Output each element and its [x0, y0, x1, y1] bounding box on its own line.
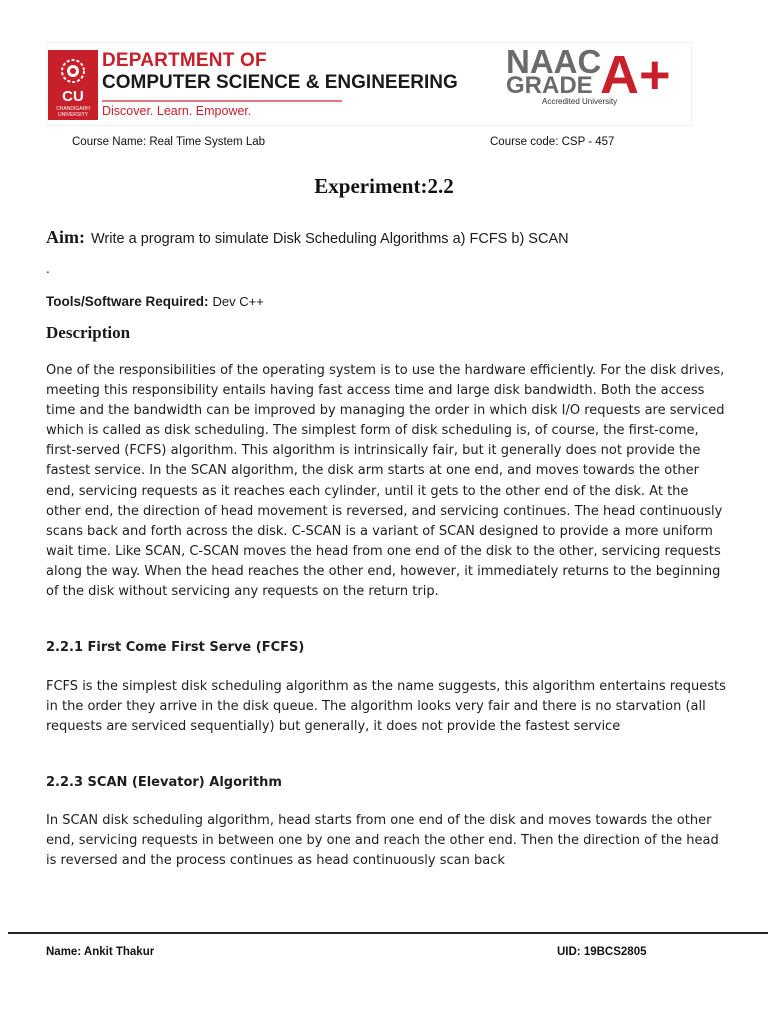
gear-emblem-icon: [58, 56, 88, 86]
description-paragraph: One of the responsibilities of the operating system is to use the hardware efficiently. For the disk drives, meeting this responsibility entails having fast access time and large disk bandwidth. Both the access time and the bandwidth can be improved by managing the order in which disk I/O requests are serviced which is called as disk scheduling. The simplest form of disk scheduling is, of course, the first-come, first-served (FCFS) algorithm. This algorithm is intrinsically fair, but it generally does not provide the fastest service. In the SCAN algorithm, the disk arm starts at one end, and moves towards the other end, servicing requests as it reaches each cylinder, until it gets to the other end of the disk. At the other end, the direction of head movement is reversed, and servicing continues. The head continuously scans back and forth across the disk. C-SCAN is a variant of SCAN designed to provide a more uniform wait time. Like SCAN, C-SCAN moves the head from one end of the disk to the other, servicing requests along the way. When the head reaches the other end, however, it immediately returns to the beginning of the disk without servicing any requests on the return trip.: [46, 363, 725, 600]
description-heading: Description: [46, 323, 131, 342]
aim-line: [46, 227, 569, 248]
experiment-title: Experiment:2.2: [314, 174, 454, 198]
tagline-divider: [102, 100, 342, 102]
accreditation-text: Accredited University: [542, 97, 618, 106]
aim-label: Aim:: [46, 227, 85, 247]
tools-line: [46, 294, 264, 309]
logo-text: CU: [62, 88, 84, 105]
grade-label: GRADE: [506, 72, 593, 99]
header-banner: [46, 42, 692, 126]
aim-text: Write a program to simulate Disk Scheduling Algorithms a) FCFS b) SCAN: [91, 231, 569, 247]
course-name: Course Name: Real Time System Lab: [72, 136, 266, 148]
naac-label: NAAC: [506, 43, 602, 80]
department-title-line1: DEPARTMENT OF: [102, 50, 267, 71]
tools-label: Tools/Software Required:: [46, 294, 209, 309]
student-name: Name: Ankit Thakur: [46, 946, 155, 958]
scan-paragraph: In SCAN disk scheduling algorithm, head starts from one end of the disk and moves towards the other end, servicing requests in between one by one and reach the other end. Then the direction of the head is reversed and the process continues as head continuously scan back: [46, 813, 719, 869]
stray-dot: .: [46, 262, 50, 276]
course-code: Course code: CSP - 457: [490, 136, 615, 148]
logo-subtext: CHANDIGARH UNIVERSITY: [56, 106, 90, 118]
footer-divider: [8, 932, 768, 934]
department-title-line2: COMPUTER SCIENCE & ENGINEERING: [102, 72, 458, 93]
grade-mark: A+: [600, 45, 671, 105]
fcfs-heading: 2.2.1 First Come First Serve (FCFS): [46, 640, 305, 655]
student-uid: UID: 19BCS2805: [557, 946, 647, 958]
tools-value: Dev C++: [212, 294, 264, 309]
tagline: Discover. Learn. Empower.: [102, 104, 252, 118]
scan-heading: 2.2.3 SCAN (Elevator) Algorithm: [46, 775, 282, 790]
university-logo: [48, 50, 98, 120]
fcfs-paragraph: FCFS is the simplest disk scheduling algorithm as the name suggests, this algorithm entertains requests in the order they arrive in the disk queue. The algorithm looks very fair and there is no starvation (all requests are serviced sequentially) but generally, it does not provide the fastest service: [46, 679, 726, 735]
